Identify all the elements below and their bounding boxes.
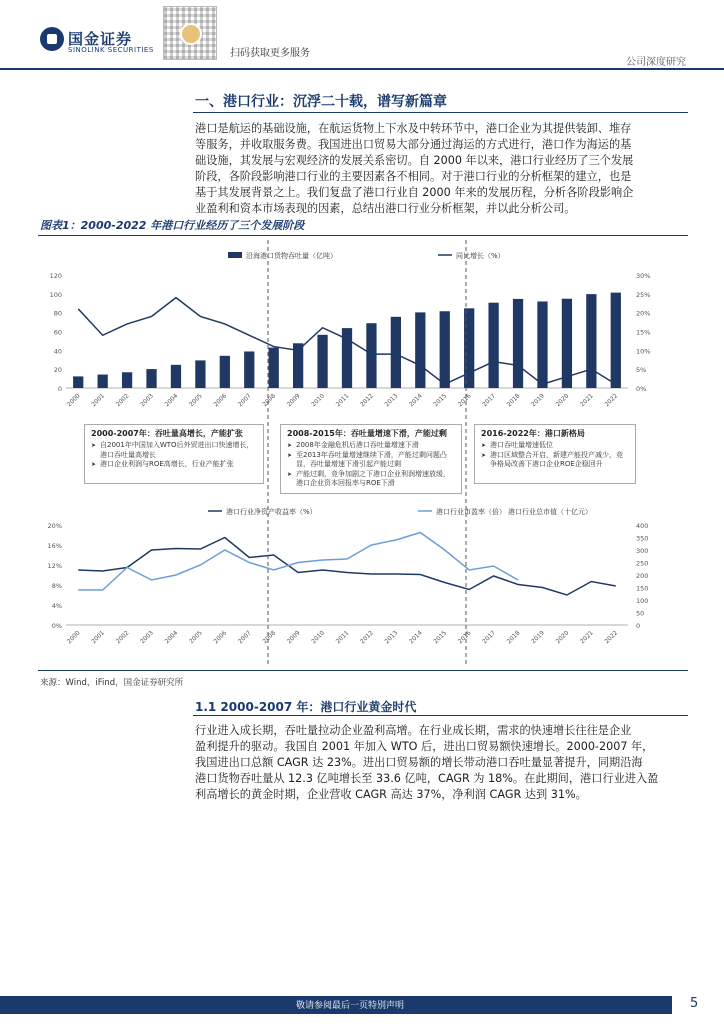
chart1-xtick: 2019	[530, 392, 546, 409]
chart2-xtick: 2021	[579, 629, 595, 646]
para-line: 我国进出口总额 CAGR 达 23%。进出口贸易额的增长带动港口吞吐量显著提升，同期沿海	[195, 756, 643, 769]
chart1-ytick-right: 30%	[636, 272, 651, 280]
chart2-ytick-left: 0%	[51, 622, 62, 630]
chart2-ytick-left: 16%	[47, 542, 62, 550]
figure-title: 图表1：2000-2022 年港口行业经历了三个发展阶段	[40, 219, 305, 232]
legend-label-mktcap: 港口行业总市值（十亿元）	[508, 508, 592, 516]
chart2-ytick-right: 400	[636, 522, 649, 530]
section-rule	[193, 112, 688, 113]
chart2-xtick: 2017	[481, 629, 498, 646]
stage-item: ➤ 自2001年中国加入WTO后外贸进出口快速增长，港口吞吐量高增长	[91, 441, 257, 460]
section-title: 一、港口行业：沉浮二十载，谱写新篇章	[195, 94, 447, 110]
chart2-ytick-left: 4%	[51, 602, 62, 610]
chart1-xtick: 2014	[407, 392, 424, 409]
chart2-xtick: 2012	[359, 629, 375, 646]
chart1-xtick: 2020	[554, 392, 571, 409]
chart2-ytick-right: 50	[636, 609, 645, 618]
chart1-xtick: 2000	[65, 392, 82, 409]
chart2-xtick: 2002	[114, 629, 131, 646]
chart2-xtick: 2019	[530, 629, 546, 646]
source-rule	[38, 670, 688, 671]
legend-label-throughput: 沿海港口货物吞吐量（亿吨）	[246, 252, 337, 260]
chart2-ytick-right: 100	[636, 597, 649, 605]
chart2-xtick: 2000	[65, 629, 82, 646]
legend-label-growth: 同比增长（%）	[456, 252, 505, 260]
para-line: 等服务，并收取服务费。我国进出口贸易大部分通过海运的方式进行，港口作为海运的基	[195, 138, 632, 151]
chart2-ytick-left: 12%	[47, 562, 62, 570]
report-type: 公司深度研究	[626, 57, 686, 68]
stage-title: 2016-2022年：港口新格局	[481, 429, 585, 438]
footer-note: 敬请参阅最后一页特别声明	[295, 1001, 404, 1011]
para-line: 港口货物吞吐量从 12.3 亿吨增长至 33.6 亿吨，CAGR 为 18%。在此期间，港口行业进入盈	[195, 772, 659, 785]
stage-item: ➤ 至2013年吞吐量增速继续下滑，产能过剩问题凸显，吞吐量增速下滑引起产能过剩	[287, 451, 455, 470]
chart1-xtick: 2016	[456, 392, 473, 409]
stage-item: ➤ 港口吞吐量增速低位	[481, 441, 629, 451]
chart2-xtick: 2016	[456, 629, 473, 646]
chart2-xtick: 2008	[261, 629, 278, 646]
legend-label-roe: 港口行业净资产收益率（%）	[226, 508, 317, 516]
figure-source: 来源：Wind，iFind，国金证券研究所	[40, 678, 184, 688]
chart1-xtick: 2021	[579, 392, 595, 409]
para-line: 行业进入成长期，吞吐量拉动企业盈利高增。在行业成长期，需求的快速增长往往是企业	[195, 724, 632, 737]
para-line: 业盈利和资本市场表现的因素，总结出港口行业分析框架，并以此分析公司。	[195, 202, 576, 215]
chart2-ytick-left: 20%	[47, 522, 62, 530]
chart1-xtick: 2015	[432, 392, 449, 409]
stage-item: ➤ 港口企业利润与ROE高增长，行业产能扩张	[91, 460, 257, 470]
page-number: 5	[690, 996, 699, 1011]
chart1-xtick: 2005	[188, 392, 204, 409]
subsection-title: 1.1 2000-2007 年：港口行业黄金时代	[195, 700, 417, 714]
chart2-ytick-right: 250	[636, 559, 649, 568]
chart2-ytick-right: 300	[636, 547, 649, 555]
chart1-xtick: 2017	[481, 392, 498, 409]
qr-caption: 扫码获取更多服务	[230, 48, 310, 59]
chart2-xtick: 2014	[407, 629, 424, 646]
chart2-xtick: 2015	[432, 629, 449, 646]
chart2-xtick: 2013	[383, 629, 400, 646]
chart2-xtick: 2010	[310, 629, 326, 646]
figure-rule	[38, 235, 688, 236]
chart1-xtick: 2022	[603, 392, 620, 409]
chart2-xtick: 2009	[285, 629, 302, 646]
chart2-ytick-right: 200	[636, 572, 649, 580]
chart1-ytick-right: 10%	[636, 347, 651, 356]
para-line: 阶段，各阶段影响港口行业的主要因素各不相同。对于港口行业的分析框架的建立，也是	[195, 170, 632, 183]
chart1-ytick-left: 80	[53, 309, 62, 318]
chart1-xtick: 2013	[383, 392, 400, 409]
chart1-xtick: 2003	[139, 392, 155, 409]
chart1-ytick-right: 5%	[636, 366, 647, 375]
chart2-xtick: 2005	[188, 629, 204, 646]
brand-logo-icon	[40, 27, 64, 51]
chart2-ytick-right: 150	[636, 584, 649, 593]
chart2-xtick: 2003	[139, 629, 155, 646]
chart1-ytick-right: 15%	[636, 328, 651, 337]
brand-name-en: SINOLINK SECURITIES	[68, 46, 154, 54]
chart2-ytick-left: 8%	[51, 582, 62, 590]
chart1-xtick: 2012	[359, 392, 375, 409]
chart1-xtick: 2004	[163, 392, 180, 409]
chart1-xtick: 2010	[310, 392, 326, 409]
chart1-xtick: 2007	[236, 392, 253, 409]
chart1-xtick: 2008	[261, 392, 278, 409]
stage-item: ➤ 产能过剩，竞争加剧之下港口企业利润增速放缓，港口企业资本回报率与ROE下滑	[287, 470, 455, 489]
chart1-ytick-left: 40	[53, 347, 62, 356]
qr-code-center-icon	[180, 23, 202, 45]
legend-label-pe: 港口行业市盈率（倍）	[436, 508, 506, 516]
para-line: 础设施，其发展与宏观经济的发展关系密切。自 2000 年以来，港口行业经历了三个发展	[195, 154, 634, 167]
chart1-ytick-right: 20%	[636, 309, 651, 318]
chart2-xtick: 2006	[212, 629, 229, 646]
para-line: 基于其发展背景之上。我们复盘了港口行业自 2000 年来的发展历程，分析各阶段影响企	[195, 186, 634, 199]
chart2-xtick: 2007	[236, 629, 253, 646]
chart2-ytick-right: 350	[636, 534, 649, 543]
chart1-xtick: 2006	[212, 392, 229, 409]
chart1-ytick-left: 60	[53, 328, 62, 337]
header-rule	[0, 68, 724, 70]
chart1-xtick: 2011	[334, 392, 351, 409]
chart2-xtick: 2018	[505, 629, 522, 646]
para-line: 盈利提升的驱动。我国自 2001 年加入 WTO 后，进出口贸易额快速增长。2000-2007 年，	[195, 740, 654, 753]
stage-title: 2008-2015年：吞吐量增速下滑，产能过剩	[287, 429, 447, 438]
chart2-xtick: 2011	[334, 629, 351, 646]
para-line: 利高增长的黄金时期，企业营收 CAGR 高达 37%，净利润 CAGR 达到 31%。	[195, 788, 587, 801]
stage-item: ➤ 港口区域整合开启，新建产能投产减少，竞争格局改善下港口企业ROE企稳回升	[481, 451, 629, 470]
chart2-xtick: 2022	[603, 629, 620, 646]
stage-item: ➤ 2008年金融危机后港口吞吐量增速下滑	[287, 441, 455, 451]
subsection-rule	[193, 715, 688, 716]
chart1-xtick: 2001	[90, 392, 107, 409]
chart1-ytick-right: 0%	[636, 385, 647, 393]
chart2-xtick: 2004	[163, 629, 180, 646]
chart2-xtick: 2020	[554, 629, 571, 646]
chart2-ytick-right: 0	[636, 622, 641, 630]
chart2-xtick: 2001	[90, 629, 107, 646]
para-line: 港口是航运的基础设施，在航运货物上下水及中转环节中，港口企业为其提供装卸、堆存	[195, 122, 632, 135]
brand-name-cn: 国金证券	[68, 30, 133, 48]
stage-title: 2000-2007年：吞吐量高增长，产能扩张	[91, 429, 243, 438]
chart1-ytick-left: 100	[49, 290, 62, 299]
chart1-xtick: 2018	[505, 392, 522, 409]
stage-dividers	[0, 240, 724, 670]
chart1-xtick: 2002	[114, 392, 131, 409]
chart1-ytick-left: 20	[53, 366, 62, 375]
chart1-ytick-right: 25%	[636, 290, 651, 299]
chart1-xtick: 2009	[285, 392, 302, 409]
chart1-ytick-left: 0	[57, 385, 62, 393]
chart1-ytick-left: 120	[49, 272, 62, 280]
